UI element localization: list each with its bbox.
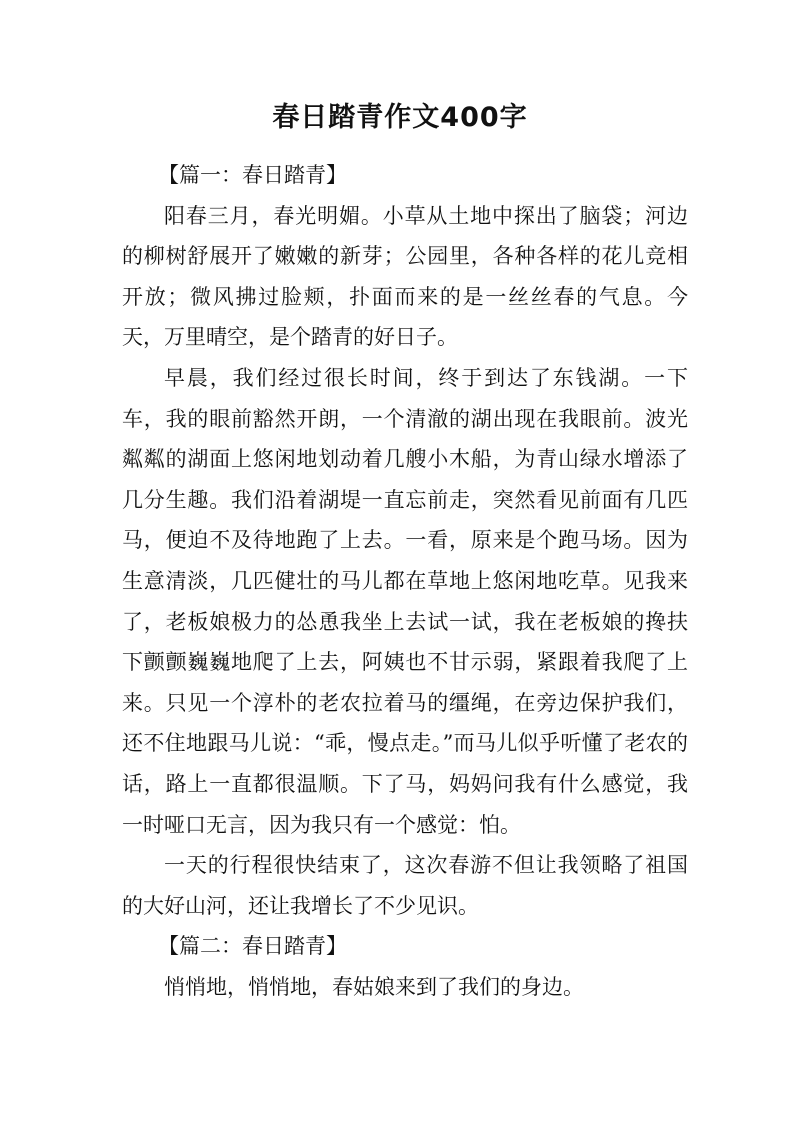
section-heading-2: 【篇二：春日踏青】 [158,934,347,959]
page-title: 春日踏青作文400字 [272,102,528,133]
paragraph-1: 阳春三月，春光明媚。小草从土地中探出了脑袋；河边的柳树舒展开了嫩嫩的新芽；公园里，各种各样的花儿竞相开放；微风拂过脸颊，扑面而来的是一丝丝春的气息。今天，万里晴空，是个踏青的好日子。 [122,203,688,350]
document-body [122,155,688,1007]
paragraph-3: 一天的行程很快结束了，这次春游不但让我领略了祖国的大好山河，还让我增长了不少见识。 [122,853,688,918]
paragraph-4: 悄悄地，悄悄地，春姑娘来到了我们的身边。 [164,974,584,999]
section-heading-1: 【篇一：春日踏青】 [158,163,347,187]
paragraph-2: 早晨，我们经过很长时间，终于到达了东钱湖。一下车，我的眼前豁然开朗，一个清澈的湖出现在我眼前。波光粼粼的湖面上悠闲地划动着几艘小木船，为青山绿水增添了几分生趣。我们沿着湖堤一直忘前走，突然看见前面有几匹马，便迫不及待地跑了上去。一看，原来是个跑马场。因为生意清淡，几匹健壮的马儿都在草地上悠闲地吃草。见我来了，老板娘极力的怂恿我坐上去试一试，我在老板娘的搀扶下颤颤巍巍地爬了上去，阿姨也不甘示弱，紧跟着我爬了上来。只见一个淳朴的老农拉着马的缰绳，在旁边保护我们，还不住地跟马儿说：“乖，慢点走。”而马儿似乎听懂了老农的话，路上一直都很温顺。下了马，妈妈问我有什么感觉，我一时哑口无言，因为我只有一个感觉：怕。 [122,365,688,837]
